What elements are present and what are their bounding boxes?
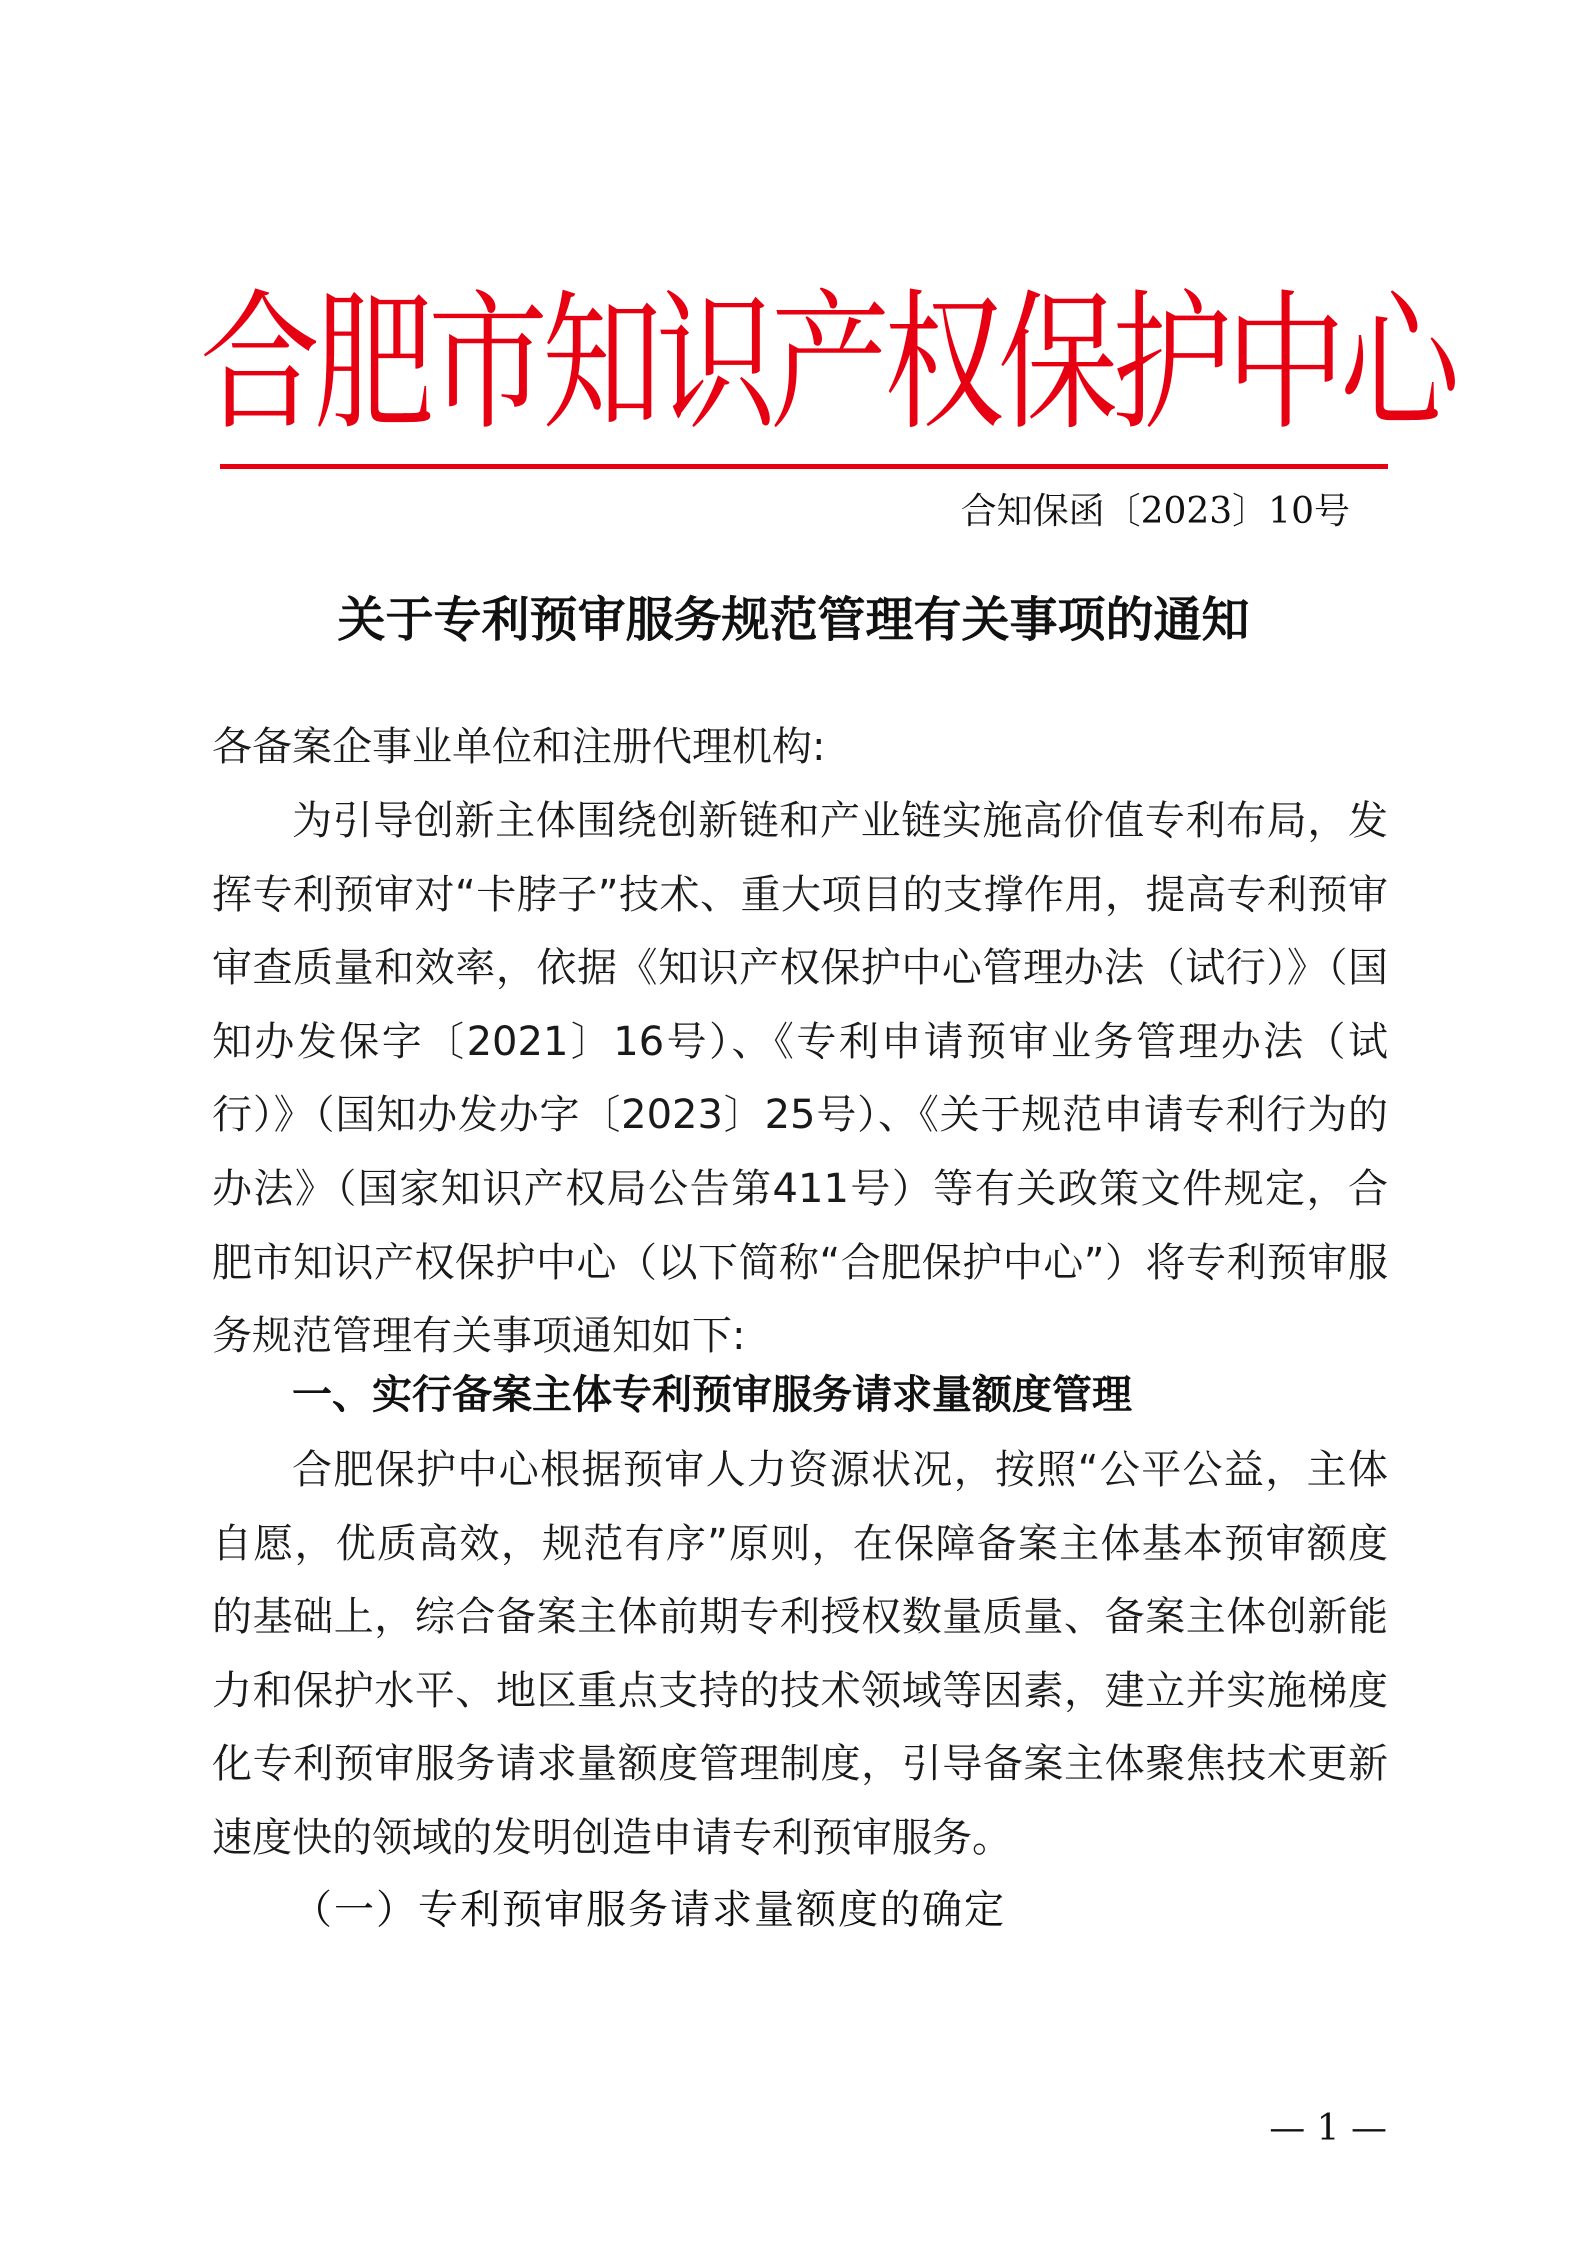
subsection-heading-1: （一）专利预审服务请求量额度的确定 — [292, 1887, 1006, 1933]
salutation: 各备案企事业单位和注册代理机构: — [212, 724, 826, 770]
paragraph-section-1: 合肥保护中心根据预审人力资源状况，按照“公平公益，主体自愿，优质高效，规范有序”原则，在保障备案主体基本预审额度的基础上，综合备案主体前期专利授权数量质量、备案主体创新能力和保护水平、地区重点支持的技术领域等因素，建立并实施梯度化专利预审服务请求量额度管理制度，引导备案主体聚焦技术更新速度快的领域的发明创造申请专利预审服务。 — [212, 1447, 1388, 1861]
document-number: 合知保函〔2023〕10号 — [960, 491, 1350, 532]
masthead-title: 合肥市知识产权保护中心 — [200, 277, 1454, 452]
paragraph-intro: 为引导创新主体围绕创新链和产业链实施高价值专利布局，发挥专利预审对“卡脖子”技术、重大项目的支撑作用，提高专利预审审查质量和效率，依据《知识产权保护中心管理办法（试行）》（国知办发保字〔2021〕16号）、《专利申请预审业务管理办法（试行）》（国知办发办字〔2023〕25号）、《关于规范申请专利行为的办法》（国家知识产权局公告第411号）等有关政策文件规定，合肥市知识产权保护中心（以下简称“合肥保护中心”）将专利预审服务规范管理有关事项通知如下: — [212, 798, 1388, 1360]
masthead-red-rule — [220, 464, 1388, 469]
section-heading-1: 一、实行备案主体专利预审服务请求量额度管理 — [292, 1372, 1132, 1418]
document-title: 关于专利预审服务规范管理有关事项的通知 — [337, 592, 1250, 648]
page-number: — 1 — — [1269, 2108, 1387, 2149]
